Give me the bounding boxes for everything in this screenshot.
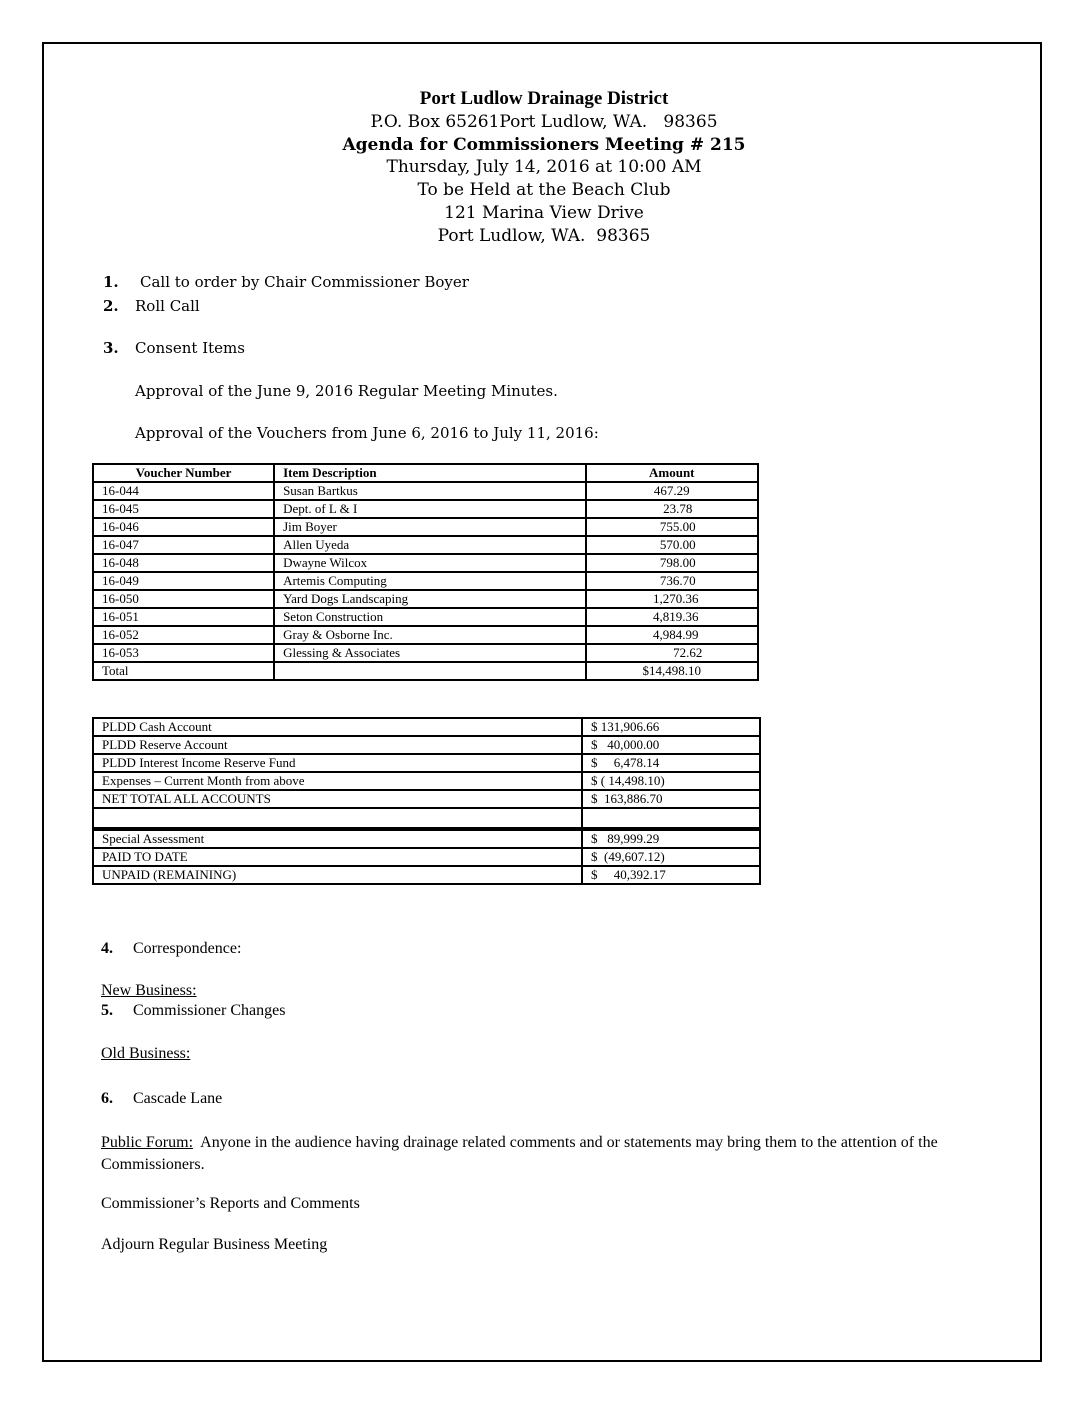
- column-header-item-description: Item Description: [274, 464, 585, 482]
- consent-minutes-approval: Approval of the June 9, 2016 Regular Meeting Minutes.: [135, 382, 558, 400]
- voucher-table-header: [93, 464, 758, 482]
- assessment-row: [93, 848, 760, 866]
- table-row: [93, 590, 758, 608]
- agenda-item-6: [101, 1090, 222, 1108]
- item-description: Yard Dogs Landscaping: [274, 590, 585, 608]
- amount: 23.78: [586, 500, 758, 518]
- voucher-number: 16-048: [93, 554, 274, 572]
- voucher-number: 16-045: [93, 500, 274, 518]
- table-row: [93, 482, 758, 500]
- amount: 736.70: [586, 572, 758, 590]
- table-row: [93, 572, 758, 590]
- adjourn-meeting: Adjourn Regular Business Meeting: [101, 1236, 328, 1253]
- agenda-item-number: 6.: [101, 1090, 113, 1107]
- empty-cell: [582, 808, 760, 829]
- voucher-number: 16-049: [93, 572, 274, 590]
- total-amount: $14,498.10: [586, 662, 758, 680]
- agenda-item-3: [103, 339, 245, 357]
- agenda-item-label: Correspondence:: [133, 940, 242, 957]
- item-description: Jim Boyer: [274, 518, 585, 536]
- agenda-item-label: Consent Items: [135, 339, 245, 357]
- assessment-label: Special Assessment: [93, 829, 582, 848]
- commissioner-reports: Commissioner’s Reports and Comments: [101, 1195, 360, 1212]
- agenda-item-number: 2.: [103, 297, 119, 315]
- voucher-number: 16-051: [93, 608, 274, 626]
- amount: 72.62: [586, 644, 758, 662]
- total-empty-cell: [274, 662, 585, 680]
- item-description: Dept. of L & I: [274, 500, 585, 518]
- account-value: $ 40,000.00: [582, 736, 760, 754]
- table-row: [93, 644, 758, 662]
- agenda-item-2: [103, 297, 200, 315]
- empty-spacer-row: [93, 808, 760, 829]
- agenda-item-number: 1.: [103, 273, 119, 291]
- item-description: Glessing & Associates: [274, 644, 585, 662]
- agenda-item-number: 4.: [101, 940, 113, 957]
- agenda-item-label: Commissioner Changes: [133, 1002, 286, 1019]
- item-description: Gray & Osborne Inc.: [274, 626, 585, 644]
- account-row: [93, 718, 760, 736]
- mailing-address: P.O. Box 65261Port Ludlow, WA. 98365: [370, 111, 718, 132]
- assessment-row: [93, 866, 760, 884]
- account-label: PLDD Cash Account: [93, 718, 582, 736]
- account-row: [93, 772, 760, 790]
- item-description: Seton Construction: [274, 608, 585, 626]
- accounts-table: [92, 717, 759, 885]
- voucher-number: 16-047: [93, 536, 274, 554]
- venue-city: Port Ludlow, WA. 98365: [437, 225, 651, 246]
- assessment-row: [93, 829, 760, 848]
- table-row: [93, 608, 758, 626]
- organization-name: Port Ludlow Drainage District: [419, 88, 669, 109]
- public-forum-text: Anyone in the audience having drainage related comments and or statements may bring them to the attention of the Commissioners.: [101, 1134, 942, 1173]
- new-business-heading: New Business:: [101, 982, 197, 999]
- agenda-item-label: Cascade Lane: [133, 1090, 223, 1107]
- voucher-number: 16-050: [93, 590, 274, 608]
- table-row: [93, 536, 758, 554]
- account-label: PLDD Reserve Account: [93, 736, 582, 754]
- amount: 467.29: [586, 482, 758, 500]
- document-header: [0, 88, 1088, 248]
- account-row: [93, 790, 760, 808]
- account-value: $ 163,886.70: [582, 790, 760, 808]
- voucher-number: 16-052: [93, 626, 274, 644]
- old-business-heading: Old Business:: [101, 1045, 191, 1062]
- amount: 4,984.99: [586, 626, 758, 644]
- agenda-item-label: Call to order by Chair Commissioner Boyer: [140, 273, 469, 291]
- account-value: $ 131,906.66: [582, 718, 760, 736]
- total-row: [93, 662, 758, 680]
- table-row: [93, 626, 758, 644]
- table-row: [93, 554, 758, 572]
- empty-cell: [93, 808, 582, 829]
- account-label: PLDD Interest Income Reserve Fund: [93, 754, 582, 772]
- column-header-amount: Amount: [586, 464, 758, 482]
- agenda-item-1: [103, 273, 469, 291]
- assessment-value: $ 40,392.17: [582, 866, 760, 884]
- consent-vouchers-approval: Approval of the Vouchers from June 6, 2016 to July 11, 2016:: [135, 424, 599, 442]
- account-row: [93, 736, 760, 754]
- account-value: $ 6,478.14: [582, 754, 760, 772]
- account-label: Expenses – Current Month from above: [93, 772, 582, 790]
- assessment-label: PAID TO DATE: [93, 848, 582, 866]
- agenda-item-4: [101, 940, 241, 958]
- assessment-value: $ (49,607.12): [582, 848, 760, 866]
- public-forum-heading: Public Forum:: [101, 1134, 194, 1151]
- amount: 4,819.36: [586, 608, 758, 626]
- public-forum: [101, 1132, 941, 1176]
- meeting-date-time: Thursday, July 14, 2016 at 10:00 AM: [386, 157, 702, 178]
- agenda-title: Agenda for Commissioners Meeting # 215: [342, 134, 746, 155]
- amount: 1,270.36: [586, 590, 758, 608]
- item-description: Artemis Computing: [274, 572, 585, 590]
- table-row: [93, 518, 758, 536]
- item-description: Dwayne Wilcox: [274, 554, 585, 572]
- amount: 755.00: [586, 518, 758, 536]
- account-value: $ ( 14,498.10): [582, 772, 760, 790]
- voucher-number: 16-044: [93, 482, 274, 500]
- table-row: [93, 500, 758, 518]
- amount: 798.00: [586, 554, 758, 572]
- agenda-item-number: 5.: [101, 1002, 113, 1019]
- voucher-number: 16-053: [93, 644, 274, 662]
- venue-street: 121 Marina View Drive: [444, 202, 644, 223]
- item-description: Susan Bartkus: [274, 482, 585, 500]
- agenda-item-number: 3.: [103, 339, 119, 357]
- total-label: Total: [93, 662, 274, 680]
- assessment-label: UNPAID (REMAINING): [93, 866, 582, 884]
- amount: 570.00: [586, 536, 758, 554]
- voucher-number: 16-046: [93, 518, 274, 536]
- account-row: [93, 754, 760, 772]
- account-label: NET TOTAL ALL ACCOUNTS: [93, 790, 582, 808]
- item-description: Allen Uyeda: [274, 536, 585, 554]
- voucher-table: [92, 463, 759, 681]
- meeting-venue: To be Held at the Beach Club: [417, 180, 671, 201]
- agenda-item-5: [101, 1002, 285, 1020]
- assessment-value: $ 89,999.29: [582, 829, 760, 848]
- agenda-item-label: Roll Call: [135, 297, 200, 315]
- column-header-voucher-number: Voucher Number: [93, 464, 274, 482]
